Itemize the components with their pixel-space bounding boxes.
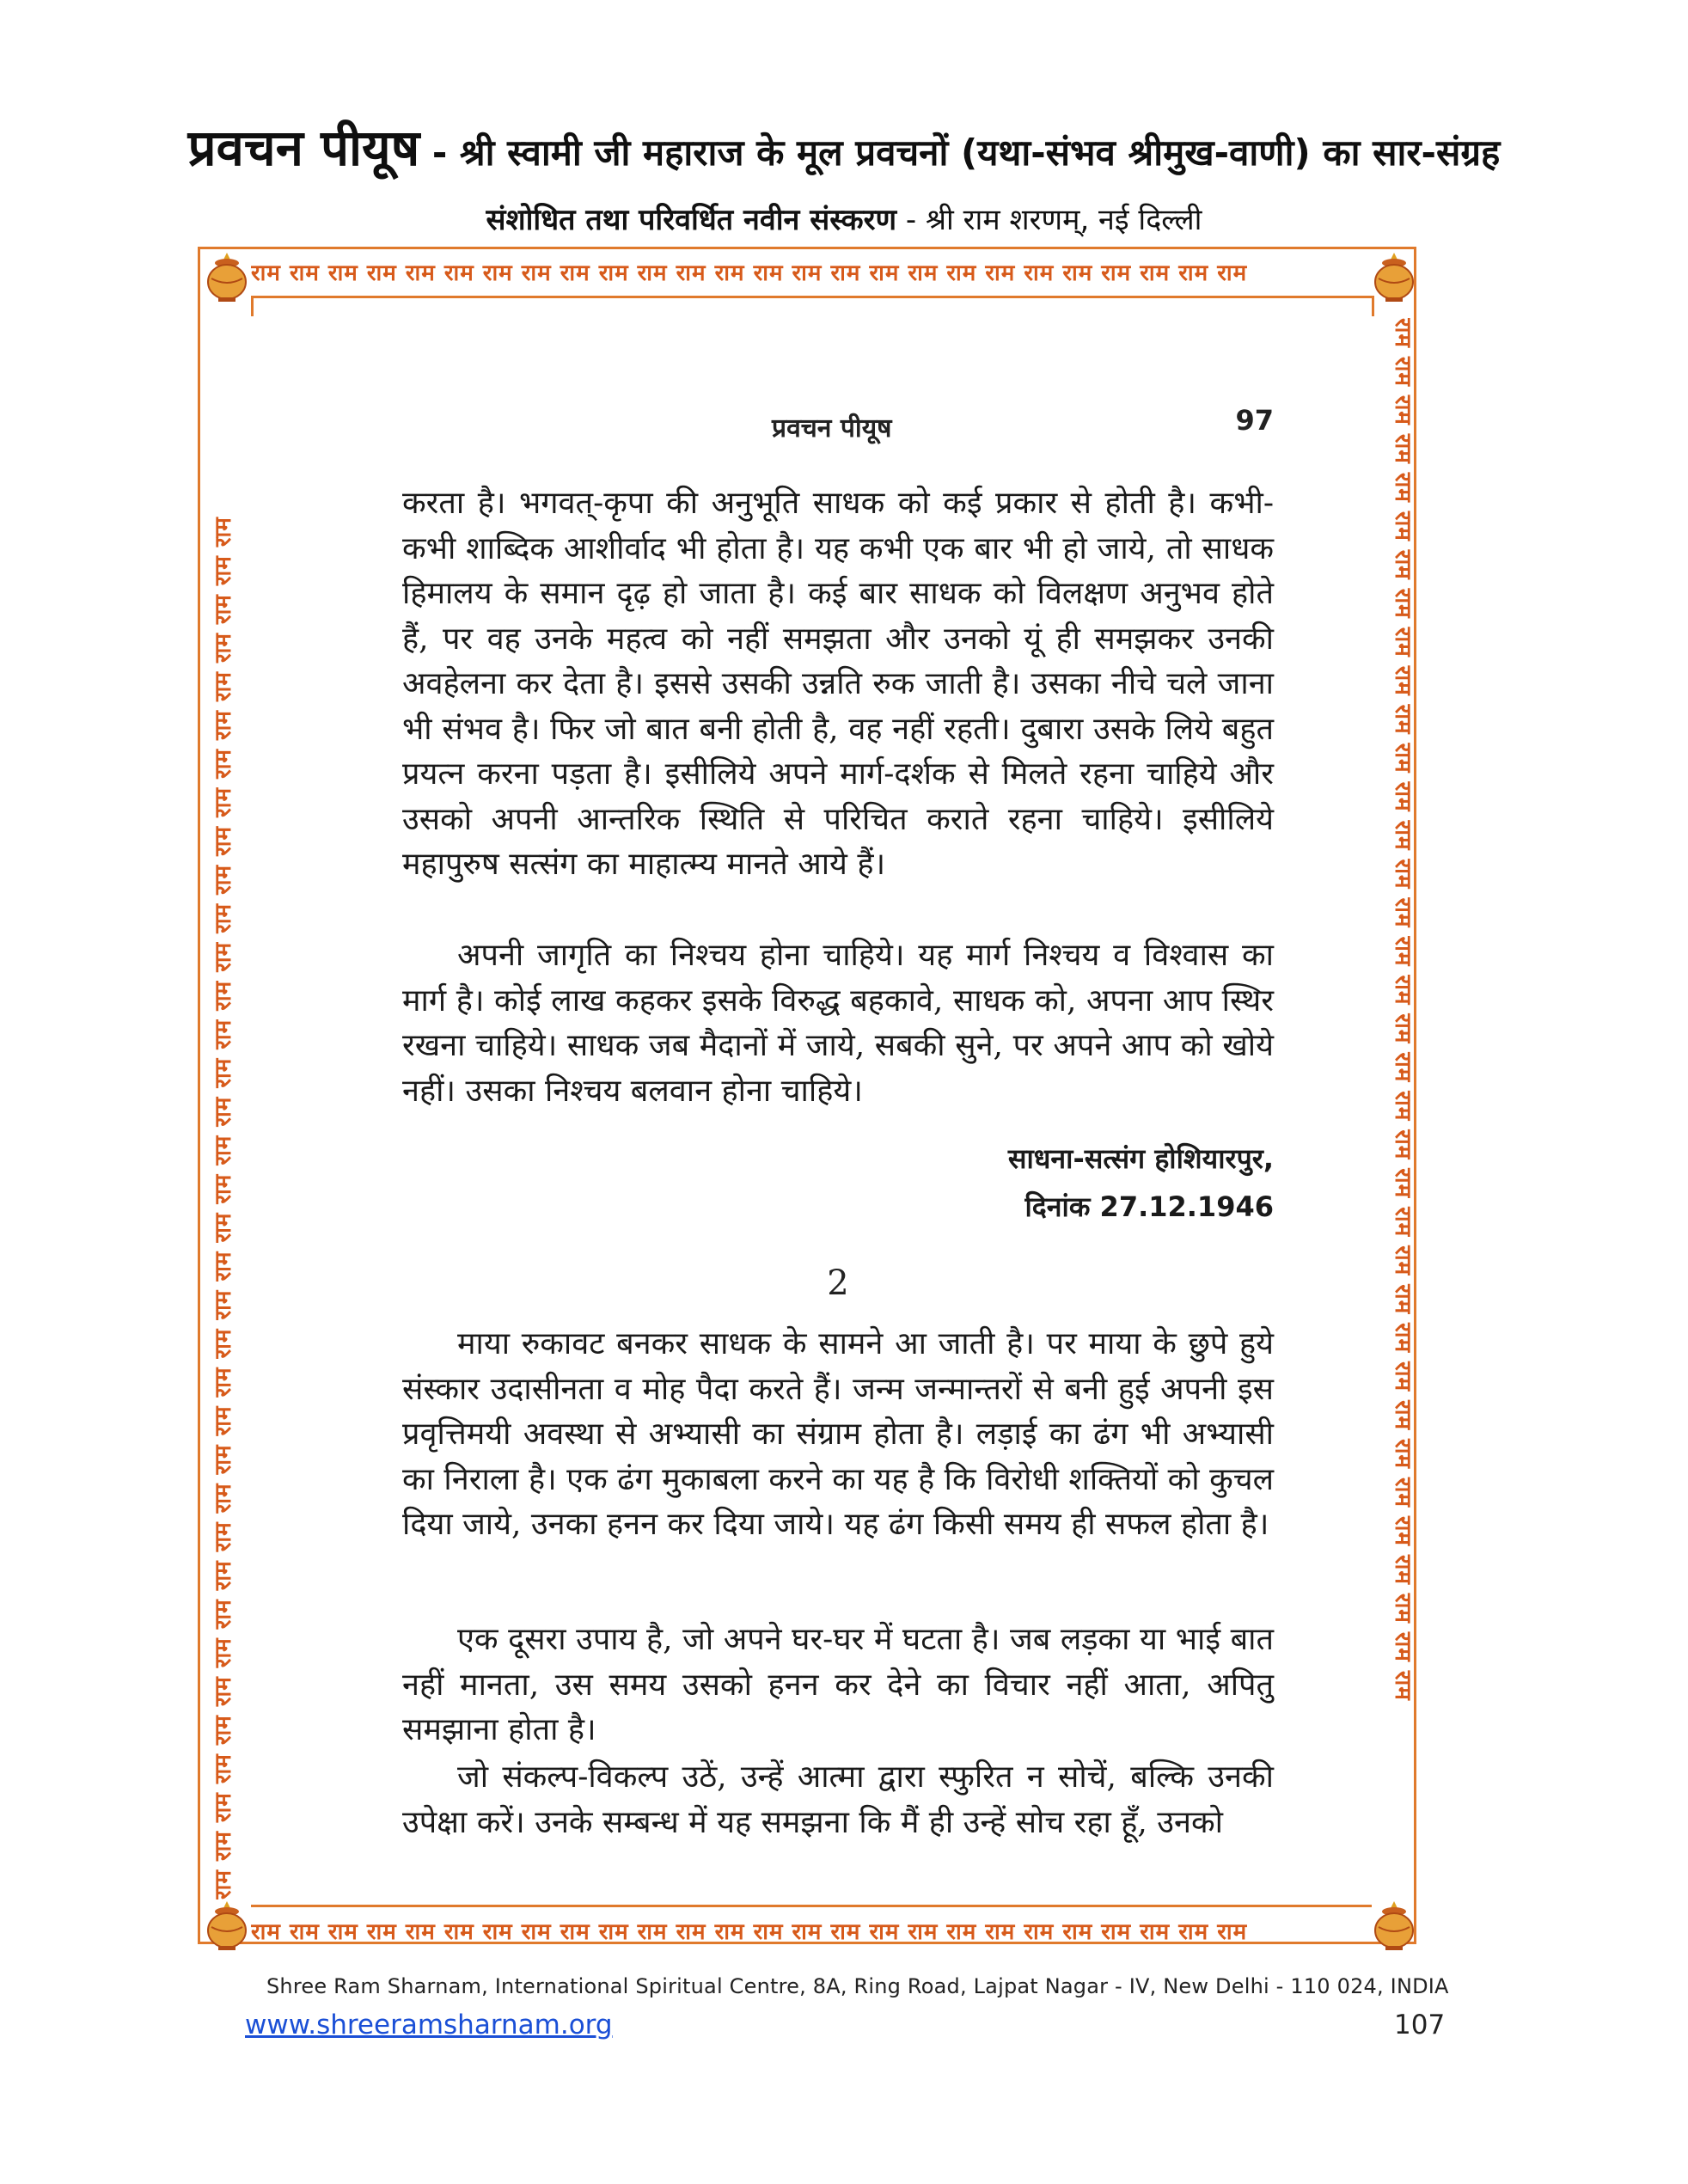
paragraph-2: अपनी जागृति का निश्चय होना चाहिये। यह मार्ग निश्चय व विश्वास का मार्ग है। कोई लाख कहकर इसके विरुद्ध बहकावे, साधक को, अपना आप स्थिर रखना चाहिये। साधक जब मैदानों में जाये, सबकी सुने, पर अपने आप को खोये नहीं। उसका निश्चय बलवान होना चाहिये।: [402, 938, 1274, 1109]
kalash-icon: [203, 249, 251, 303]
kalash-icon: [203, 1898, 251, 1951]
paragraph-4: एक दूसरा उपाय है, जो अपने घर-घर में घटता है। जब लड़का या भाई बात नहीं मानता, उस समय उसको हनन कर देने का विचार नहीं आता, अपितु समझाना होता है।: [402, 1622, 1274, 1747]
kalash-icon: [1370, 249, 1418, 303]
paragraph-1: करता है। भगवत्-कृपा की अनुभूति साधक को कई प्रकार से होती है। कभी-कभी शाब्दिक आशीर्वाद भी होता है। यह कभी एक बार भी हो जाये, तो साधक हिमालय के समान दृढ़ हो जाता है। कई बार साधक को विलक्षण अनुभव होते हैं, पर वह उनके महत्व को नहीं समझता और उनको यूं ही समझकर उनकी अवहेलना कर देता है। इससे उसकी उन्नति रुक जाती है। उसका नीचे चले जाना भी संभव है। फिर जो बात बनी होती है, वह नहीं रहती। दुबारा उसके लिये बहुत प्रयत्न करना पड़ता है। इसीलिये अपने मार्ग-दर्शक से मिलते रहना चाहिये और उसको अपनी आन्तरिक स्थिति से परिचित कराते रहना चाहिये। इसीलिये महापुरुष सत्संग का माहात्म्य मानते आये हैं।: [402, 486, 1275, 882]
ram-border-right-text: राम राम राम राम राम राम राम राम राम राम राम राम राम राम राम राम राम राम राम राम राम राम राम राम राम राम राम राम राम राम राम राम राम राम राम राम: [1390, 318, 1416, 1701]
header-subtitle-bold: संशोधित तथा परिवर्धित नवीन संस्करण: [486, 203, 897, 237]
footer-address: Shree Ram Sharnam, International Spiritual Centre, 8A, Ring Road, Lajpat Nagar - IV, New Delhi - 110 024, INDIA: [266, 1974, 1449, 1998]
frame-inner-bottom-line: [251, 1905, 1372, 1907]
website-link[interactable]: www.shreeramsharnam.org: [245, 2010, 613, 2040]
ram-border-top: राम राम राम राम राम राम राम राम राम राम राम राम राम राम राम राम राम राम राम राम राम राम राम राम राम राम: [251, 260, 1248, 286]
header-title-main: प्रवचन पीयूष: [187, 119, 420, 177]
section-number: 2: [827, 1263, 849, 1303]
frame-inner-left-line: [251, 296, 254, 316]
document-header: [0, 112, 1688, 238]
ram-border-right: [1380, 318, 1420, 1900]
book-running-header: [402, 404, 1274, 447]
frame-inner-top-line: [251, 296, 1372, 298]
header-title-rest: - श्री स्वामी जी महाराज के मूल प्रवचनों (यथा-संभव श्रीमुख-वाणी) का सार-संग्रह: [419, 132, 1501, 174]
header-subtitle-line: [0, 199, 1688, 238]
ram-border-left-text: राम राम राम राम राम राम राम राम राम राम राम राम राम राम राम राम राम राम राम राम राम राम राम राम राम राम राम राम राम राम राम राम राम राम राम राम: [211, 517, 236, 1900]
header-subtitle-rest: - श्री राम शरणम्, नई दिल्ली: [896, 203, 1202, 237]
ram-border-bottom: राम राम राम राम राम राम राम राम राम राम राम राम राम राम राम राम राम राम राम राम राम राम राम राम राम राम: [251, 1919, 1248, 1945]
paragraph-5: जो संकल्प-विकल्प उठें, उन्हें आत्मा द्वारा स्फुरित न सोचें, बल्कि उनकी उपेक्षा करें। उनके सम्बन्ध में यह समझना कि मैं ही उन्हें सोच रहा हूँ, उनको: [402, 1759, 1274, 1840]
footer-page-number: 107: [1394, 2010, 1446, 2040]
paragraph-3: माया रुकावट बनकर साधक के सामने आ जाती है। पर माया के छुपे हुये संस्कार उदासीनता व मोह पैदा करते हैं। जन्म जन्मान्तरों से बनी हुई अपनी इस प्रवृत्तिमयी अवस्था से अभ्यासी का संग्राम होता है। लड़ाई का ढंग भी अभ्यासी का निराला है। एक ढंग मुकाबला करने का यह है कि विरोधी शक्तियों को कुचल दिया जाये, उनका हनन कर दिया जाये। यह ढंग किसी समय ही सफल होता है।: [402, 1326, 1274, 1542]
kalash-icon: [1370, 1898, 1418, 1951]
signature-date: दिनांक 27.12.1946: [1024, 1190, 1274, 1223]
book-page-number: 97: [1235, 404, 1274, 437]
book-running-title: प्रवचन पीयूष: [772, 413, 892, 444]
signature-place: साधना-सत्संग होशियारपुर,: [1007, 1142, 1274, 1175]
ram-border-left: [206, 318, 246, 1900]
header-title-line: [0, 112, 1688, 180]
